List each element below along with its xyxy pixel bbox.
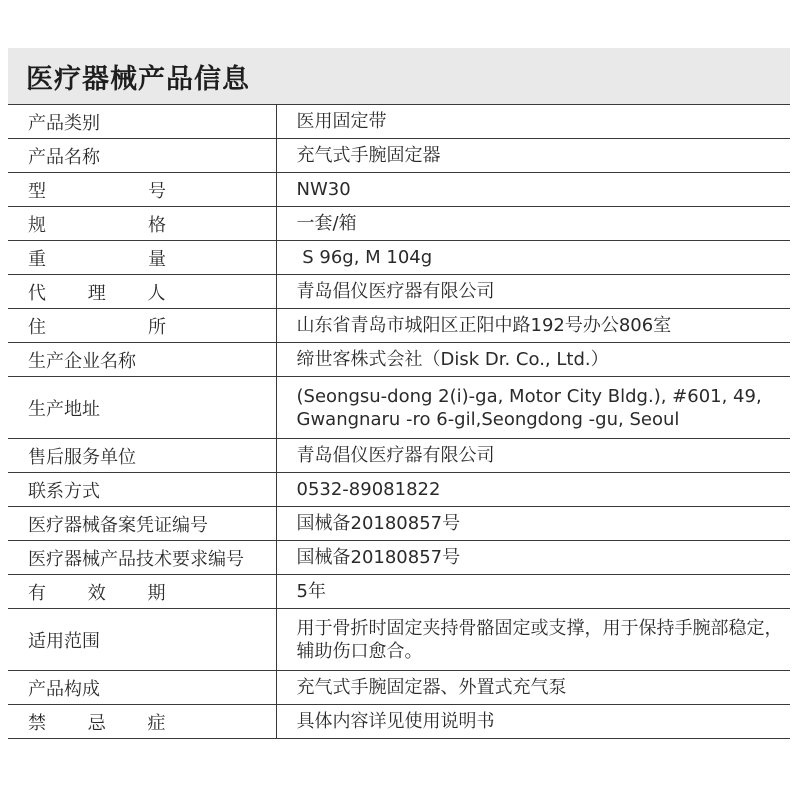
row-label-contraindications: 禁 忌 症 [8,705,276,739]
row-label-validity: 有 效 期 [8,575,276,609]
table-row [8,541,790,575]
row-label-address: 住 所 [8,309,276,343]
row-value-composition: 充气式手腕固定器、外置式充气泵 [276,671,790,705]
row-value-weight: S 96g, M 104g [276,241,790,275]
row-label-category: 产品类别 [8,105,276,139]
table-row [8,473,790,507]
table-row [8,575,790,609]
title-bar [8,48,790,104]
table-row [8,309,790,343]
table-row [8,507,790,541]
row-value-validity: 5年 [276,575,790,609]
row-label-after-sales: 售后服务单位 [8,439,276,473]
row-label-production-address: 生产地址 [8,377,276,439]
row-value-after-sales: 青岛倡仪医疗器有限公司 [276,439,790,473]
product-info-table [8,104,790,739]
row-value-scope: 用于骨折时固定夹持骨骼固定或支撑，用于保持手腕部稳定，辅助伤口愈合。 [276,609,790,671]
row-value-agent: 青岛倡仪医疗器有限公司 [276,275,790,309]
row-label-manufacturer: 生产企业名称 [8,343,276,377]
row-value-tech-req-number: 国械备20180857号 [276,541,790,575]
table-row [8,139,790,173]
table-row [8,173,790,207]
table-row [8,439,790,473]
row-label-filing-number: 医疗器械备案凭证编号 [8,507,276,541]
table-row [8,207,790,241]
row-value-production-address: (Seongsu-dong 2(i)-ga, Motor City Bldg.), #601, 49, Gwangnaru -ro 6-gil,Seongdong -gu, Seoul [276,377,790,439]
table-row [8,241,790,275]
table-row [8,705,790,739]
table-row [8,671,790,705]
row-value-manufacturer: 缔世客株式会社（Disk Dr. Co., Ltd.） [276,343,790,377]
row-value-contraindications: 具体内容详见使用说明书 [276,705,790,739]
row-value-product-name: 充气式手腕固定器 [276,139,790,173]
row-label-tech-req-number: 医疗器械产品技术要求编号 [8,541,276,575]
row-value-address: 山东省青岛市城阳区正阳中路192号办公806室 [276,309,790,343]
table-row [8,275,790,309]
row-label-scope: 适用范围 [8,609,276,671]
row-label-contact: 联系方式 [8,473,276,507]
row-label-weight: 重 量 [8,241,276,275]
page-title: 医疗器械产品信息 [26,63,250,95]
row-value-spec: 一套/箱 [276,207,790,241]
table-row [8,343,790,377]
table-row [8,105,790,139]
row-label-composition: 产品构成 [8,671,276,705]
row-value-filing-number: 国械备20180857号 [276,507,790,541]
row-value-contact: 0532-89081822 [276,473,790,507]
row-value-category: 医用固定带 [276,105,790,139]
table-row [8,377,790,439]
row-label-product-name: 产品名称 [8,139,276,173]
table-row [8,609,790,671]
row-label-model: 型 号 [8,173,276,207]
row-label-spec: 规 格 [8,207,276,241]
row-value-model: NW30 [276,173,790,207]
row-label-agent: 代 理 人 [8,275,276,309]
